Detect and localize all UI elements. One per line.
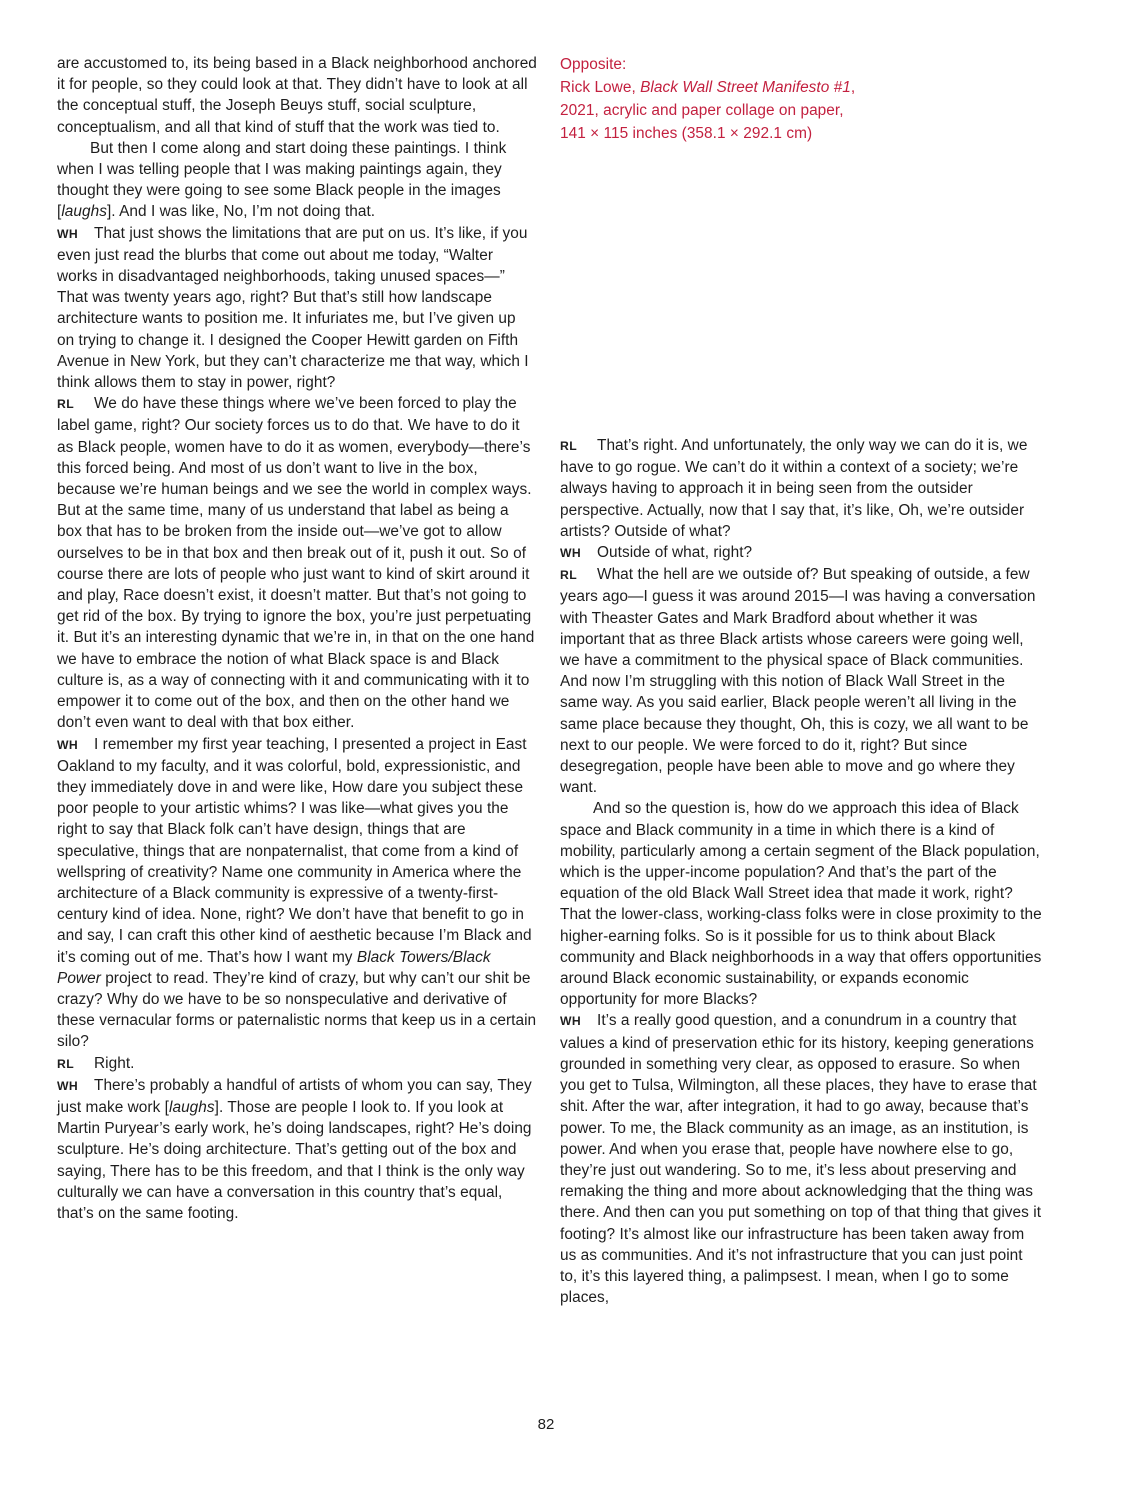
caption-line <box>560 99 1042 122</box>
caption-spacer <box>560 145 1042 435</box>
speaker-label: RL <box>57 1056 75 1071</box>
caption-line <box>560 76 1042 99</box>
text-run: Opposite: <box>560 56 627 73</box>
paragraph <box>560 1010 1042 1308</box>
speaker-label: WH <box>560 1014 582 1029</box>
italic-text: laughs <box>168 1098 215 1116</box>
text-run: We do have these things where we’ve been forced to play the label game, right? Our society forces us to do that. We have to do it as Black people, women have to do it as women, everybody—there’s this forced being. And most of us don’t want to live in the box, because we’re human beings and we see the world in complex ways. But at the same time, many of us understand that label as being a box that has to be broken from the inside out—we’ve got to allow ourselves to be in that box and then break out of it, push it out. So of course there are lots of people who just want to kind of skirt around it and play, Race doesn’t exist, it doesn’t matter. But that’s not going to get rid of the box. By trying to ignore the box, you’re just perpetuating it. But it’s an interesting dynamic that we’re in, in that on the one hand we have to embrace the notion of what Black space is and Black culture is, as a way of connecting with it and communicating with it to empower it to come out of the box, and then on the other hand we don’t even want to deal with that box either. <box>57 395 535 732</box>
speaker-label: WH <box>57 1078 79 1093</box>
paragraph <box>57 223 537 394</box>
text-run: are accustomed to, its being based in a Black neighborhood anchored it for people, so they could look at that. They didn’t have to look at all the conceptual stuff, the Joseph Beuys stuff, social sculpture, conceptualism, and all that kind of stuff that the work was tied to. <box>57 55 537 136</box>
text-run: ]. And I was like, No, I’m not doing that. <box>106 203 376 221</box>
paragraph <box>560 435 1042 542</box>
speaker-label: WH <box>560 546 582 561</box>
speaker-label: RL <box>57 397 75 412</box>
paragraph <box>57 734 537 1053</box>
caption-line <box>560 122 1042 145</box>
text-run: It’s a really good question, and a conundrum in a country that values a kind of preservation ethic for its history, keeping generations grounded in something very clear, as opposed to erasure. So when you get to Tulsa, Wilmington, all these places, they have to erase that shit. After the war, after integration, it had to go away, because that’s power. To me, the Black community as an image, as an institution, is power. And when you erase that, people have nowhere else to go, they’re just out wandering. So to me, it’s less about preserving and remaking the thing and more about acknowledging that the thing was there. And then can you put something on top of that thing that gives it footing? It’s almost like our infrastructure has been taken away from us as communities. And it’s not infrastructure that you can just point to, it’s this layered thing, a palimpsest. I mean, when I go to some places, <box>560 1012 1042 1307</box>
text-run: But then I come along and start doing these paintings. I think when I was telling people that I was making paintings again, they thought they were going to see some Black people in the images [ <box>57 139 507 221</box>
right-column <box>560 53 1042 1308</box>
caption-line <box>560 53 1042 76</box>
text-run: That’s right. And unfortunately, the only way we can do it is, we have to go rogue. We can’t do it within a context of a society; we’re always having to approach it in being seen from the outsider perspective. Actually, now that I say that, it’s like, Oh, we’re outsider artists? Outside of what? <box>560 437 1028 540</box>
text-run: Outside of what, right? <box>597 544 753 562</box>
paragraph <box>560 798 1042 1010</box>
paragraph <box>560 564 1042 798</box>
speaker-label: WH <box>57 737 79 752</box>
text-run: Rick Lowe, <box>560 79 641 96</box>
speaker-label: RL <box>560 439 578 453</box>
paragraph <box>57 53 537 138</box>
text-run: 2021, acrylic and paper collage on paper, <box>560 102 844 119</box>
text-run: ]. Those are people I look to. If you look at Martin Puryear’s early work, he’s doing landscapes, right? He’s doing sculpture. He’s doing architecture. That’s getting out of the box and saying, There has to be this freedom, and that I think is the only way culturally we can have a conversation in this country that’s equal, that’s on the same footing. <box>57 1098 532 1222</box>
text-run: That just shows the limitations that are put on us. It’s like, if you even just read the blurbs that come out about me today, “Walter works in disadvantaged neighborhoods, taking unused spaces—” That was twenty years ago, right? But that’s still how landscape architecture wants to position me. It infuriates me, but I’ve given up on trying to change it. I designed the Cooper Hewitt garden on Fifth Avenue in New York, but they can’t characterize me that way, which I think allows them to stay in power, right? <box>57 224 529 392</box>
italic-text: Black Towers/Black Power <box>57 948 491 987</box>
text-run: There’s probably a handful of artists of whom you can say, They just make work [ <box>57 1076 532 1116</box>
text-run: , <box>850 79 856 96</box>
artwork-caption <box>560 53 1042 145</box>
speaker-label: RL <box>560 568 578 583</box>
speaker-label: WH <box>57 226 79 241</box>
text-run: 141 × 115 inches (358.1 × 292.1 cm) <box>560 125 813 142</box>
paragraph <box>57 138 537 223</box>
right-column-text <box>560 435 1042 1308</box>
text-run: project to read. They’re kind of crazy, but why can’t our shit be crazy? Why do we have to be so nonspeculative and derivative of these vernacular forms or paternalistic norms that keep us in a certain silo? <box>57 969 537 1051</box>
paragraph <box>560 542 1042 564</box>
paragraph <box>57 1053 537 1075</box>
left-column <box>57 53 537 1224</box>
page-number: 82 <box>537 1416 555 1433</box>
text-run: Right. <box>94 1054 135 1072</box>
text-run: What the hell are we outside of? But speaking of outside, a few years ago—I guess it was around 2015—I was having a conversation with Theaster Gates and Mark Bradford about whether it was important that as three Black artists whose careers were going well, we have a commitment to the physical space of Black communities. And now I’m struggling with this notion of Black Wall Street in the same way. As you said earlier, Black people weren’t all living in the same place because they thought, Oh, this is cozy, we all want to be next to our people. We were forced to do it, right? But since desegregation, people have been able to move and go where they want. <box>560 566 1036 797</box>
text-run: And so the question is, how do we approach this idea of Black space and Black community in a time in which there is a kind of mobility, particularly among a certain segment of the Black population, which is the upper-income population? And that’s the part of the equation of the old Black Wall Street idea that made it work, right? That the lower-class, working-class folks were in close proximity to the higher-earning folks. So is it possible for us to think about Black community and Black neighborhoods in a way that offers opportunities around Black economic sustainability, or expands economic opportunity for more Blacks? <box>560 800 1042 1009</box>
italic-text: laughs <box>61 203 107 221</box>
paragraph <box>57 393 537 733</box>
paragraph <box>57 1075 537 1224</box>
text-run: I remember my first year teaching, I presented a project in East Oakland to my faculty, and it was colorful, bold, expressionistic, and they immediately dove in and were like, How dare you subject these poor people to your artistic whims? I was like—what gives you the right to say that Black folk can’t have design, things that are speculative, things that are nonpaternalist, that come from a kind of wellspring of creativity? Name one community in America where the architecture of a Black community is expressive of a twenty-first-century kind of idea. None, right? We don’t have that benefit to go in and say, I can craft this other kind of aesthetic because I’m Black and it’s coming out of me. That’s how I want my <box>57 735 532 966</box>
italic-text: Black Wall Street Manifesto #1 <box>640 79 851 96</box>
